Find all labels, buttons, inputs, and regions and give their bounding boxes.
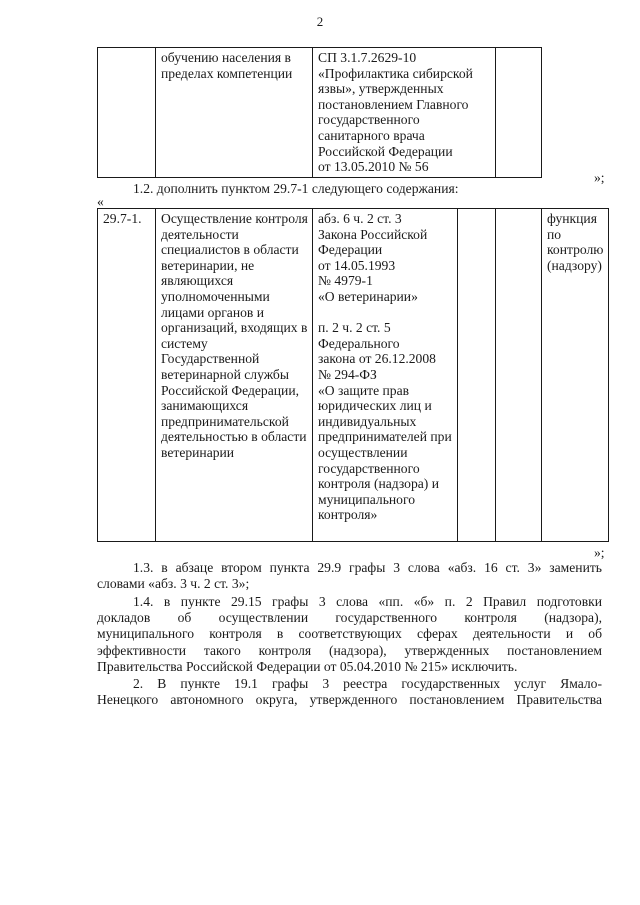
table-cell-activity: обучению населения в пределах компетенции <box>156 48 313 178</box>
text-line: Правительства Российской Федерации от 05.04.2010 № 215» исключить. <box>97 658 518 674</box>
table-top-continuation <box>97 47 542 178</box>
item-2 <box>97 676 602 708</box>
opening-quote: « <box>97 194 104 209</box>
table-cell-number: 29.7-1. <box>98 209 156 542</box>
table-cell-basis: абз. 6 ч. 2 ст. 3 Закона Российской Федерации от 14.05.1993 № 4979-1 «О ветеринарии» п. 2 ч. 2 ст. 5 Федерального закона от 26.12.2008 № 294-ФЗ «О защите прав юридических лиц и индивидуальных предпринимателей при осуществлении государственного контроля (надзора) и муниципального контроля» <box>313 209 458 542</box>
item-1-2: 1.2. дополнить пунктом 29.7-1 следующего содержания: <box>133 181 459 196</box>
table-cell-empty <box>458 209 496 542</box>
item-1-4 <box>97 594 602 675</box>
table-row <box>98 48 542 178</box>
table-cell-activity: Осуществление контроля деятельности специалистов в области ветеринарии, не являющихся уполномоченными лицами органов и организаций, входящих в систему Государственной ветеринарной службы Российской Федерации, занимающихся предпринимательской деятельностью в области ветеринарии <box>156 209 313 542</box>
closing-quote: »; <box>594 545 605 560</box>
table-row <box>98 209 609 542</box>
closing-quote: »; <box>594 170 605 185</box>
text-line: 1.4. в пункте 29.15 графы 3 слова «пп. «б» п. 2 Правил подготовки <box>133 594 602 609</box>
text-line: словами «абз. 3 ч. 2 ст. 3»; <box>97 576 250 592</box>
table-cell-empty <box>496 209 542 542</box>
table-cell-number <box>98 48 156 178</box>
text-line: 1.3. в абзаце втором пункта 29.9 графы 3 слова «абз. 16 ст. 3» заменить <box>133 560 602 575</box>
table-cell-basis: СП 3.1.7.2629-10 «Профилактика сибирской язвы», утвержденных постановлением Главного государственного санитарного врача Российской Федерации от 13.05.2010 № 56 <box>313 48 496 178</box>
table-cell-function: функция по контролю (надзору) <box>542 209 609 542</box>
text-line: Ненецкого автономного округа, утвержденного постановлением Правительства <box>97 692 602 708</box>
item-1-3 <box>97 560 602 592</box>
table-new-item <box>97 208 609 542</box>
text-line: 2. В пункте 19.1 графы 3 реестра государственных услуг Ямало- <box>133 676 602 691</box>
text-line: муниципального контроля в соответствующих сферах деятельности и об <box>97 626 602 642</box>
page-number: 2 <box>316 14 324 29</box>
text-line: эффективности такого контроля (надзора), утвержденных постановлением <box>97 642 602 658</box>
text-line: докладов об осуществлении государственного контроля (надзора), <box>97 610 602 626</box>
table-cell-empty <box>496 48 542 178</box>
